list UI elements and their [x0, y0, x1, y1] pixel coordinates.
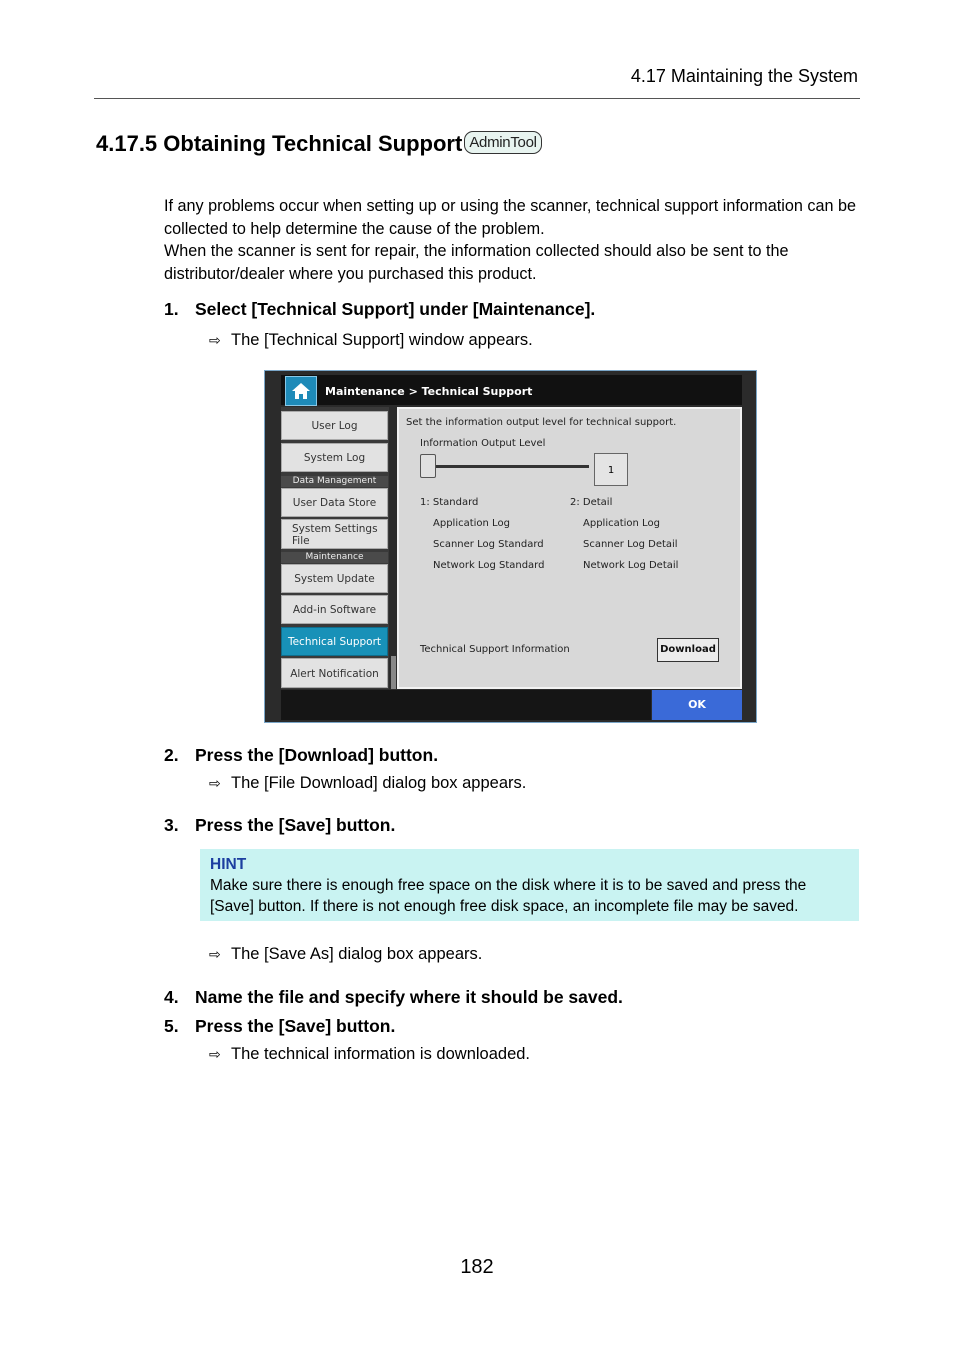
step-text: Press the [Download] button. [195, 745, 439, 765]
sidebar-group-maintenance: Maintenance [281, 552, 388, 563]
header-rule [94, 98, 860, 99]
step-text: Press the [Save] button. [195, 1016, 396, 1036]
sidebar-item-system-update[interactable]: System Update [281, 564, 388, 593]
section-title-text: 4.17.5 Obtaining Technical Support [96, 131, 463, 156]
sidebar-item-user-log[interactable]: User Log [281, 411, 388, 440]
step-number: 2. [164, 745, 179, 765]
section-title [96, 131, 542, 157]
step-5 [164, 1016, 395, 1037]
output-level-slider-track [423, 465, 589, 468]
result-text: The [Save As] dialog box appears. [231, 945, 483, 963]
step-number: 5. [164, 1016, 179, 1036]
level-2-item: Network Log Detail [583, 560, 679, 571]
ok-button[interactable]: OK [652, 690, 742, 720]
download-button[interactable]: Download [657, 638, 719, 662]
intro-paragraph-1: If any problems occur when setting up or using the scanner, technical support information can be collected to help determine the cause of the problem. [164, 197, 856, 238]
result-arrow-icon: ⇨ [209, 775, 221, 791]
sidebar [281, 407, 389, 689]
step-text: Select [Technical Support] under [Maintenance]. [195, 299, 596, 319]
step-number: 4. [164, 987, 179, 1007]
intro-paragraph-2: When the scanner is sent for repair, the information collected should also be sent to the distributor/dealer where you purchased this product. [164, 242, 789, 283]
hint-title: HINT [210, 856, 247, 873]
level-1-item: Scanner Log Standard [433, 539, 544, 550]
step-2-result [209, 774, 526, 793]
level-1-item: Network Log Standard [433, 560, 545, 571]
step-number: 1. [164, 299, 179, 319]
step-3-result [209, 945, 482, 964]
bottom-bar [281, 690, 651, 720]
step-3 [164, 815, 395, 836]
step-text: Press the [Save] button. [195, 815, 396, 835]
tech-info-label: Technical Support Information [420, 644, 570, 655]
result-text: The [Technical Support] window appears. [231, 331, 533, 349]
step-1 [164, 299, 595, 320]
level-1-item: Application Log [433, 518, 510, 529]
result-arrow-icon: ⇨ [209, 332, 221, 348]
step-2 [164, 745, 438, 766]
level-2-title: 2: Detail [570, 497, 613, 508]
step-1-result [209, 331, 533, 350]
result-text: The [File Download] dialog box appears. [231, 774, 527, 792]
step-5-result [209, 1045, 530, 1064]
output-level-slider-thumb[interactable] [420, 454, 436, 478]
intro-text [164, 195, 864, 285]
result-text: The technical information is downloaded. [231, 1045, 531, 1063]
result-arrow-icon: ⇨ [209, 1046, 221, 1062]
sidebar-item-user-data-store[interactable]: User Data Store [281, 488, 388, 517]
breadcrumb: Maintenance > Technical Support [325, 385, 533, 398]
hint-text: Make sure there is enough free space on the disk where it is to be saved and press the [Save] button. If there is not enough free disk space, an incomplete file may be saved. [210, 877, 807, 915]
technical-support-screenshot [264, 370, 757, 723]
home-button[interactable] [285, 376, 317, 406]
sidebar-group-data-management: Data Management [281, 476, 388, 487]
level-2-item: Scanner Log Detail [583, 539, 678, 550]
panel-instruction: Set the information output level for technical support. [406, 417, 677, 428]
page-number: 182 [460, 1256, 494, 1278]
result-arrow-icon: ⇨ [209, 946, 221, 962]
sidebar-item-alert-notification[interactable]: Alert Notification [281, 658, 388, 688]
output-level-value: 1 [594, 453, 628, 486]
step-text: Name the file and specify where it should be saved. [195, 987, 623, 1007]
running-header: 4.17 Maintaining the System [630, 66, 858, 86]
admintool-badge: AdminTool [464, 131, 541, 154]
output-level-label: Information Output Level [420, 438, 546, 449]
home-icon [291, 382, 311, 400]
sidebar-scrollbar[interactable] [391, 656, 396, 689]
level-1-title: 1: Standard [420, 497, 479, 508]
step-4 [164, 987, 623, 1008]
sidebar-item-system-settings-file[interactable]: System Settings File [281, 519, 388, 549]
level-2-item: Application Log [583, 518, 660, 529]
step-number: 3. [164, 815, 179, 835]
hint-box [200, 849, 859, 921]
sidebar-item-addin-software[interactable]: Add-in Software [281, 595, 388, 624]
sidebar-item-system-log[interactable]: System Log [281, 443, 388, 472]
sidebar-item-technical-support[interactable]: Technical Support [281, 627, 388, 656]
